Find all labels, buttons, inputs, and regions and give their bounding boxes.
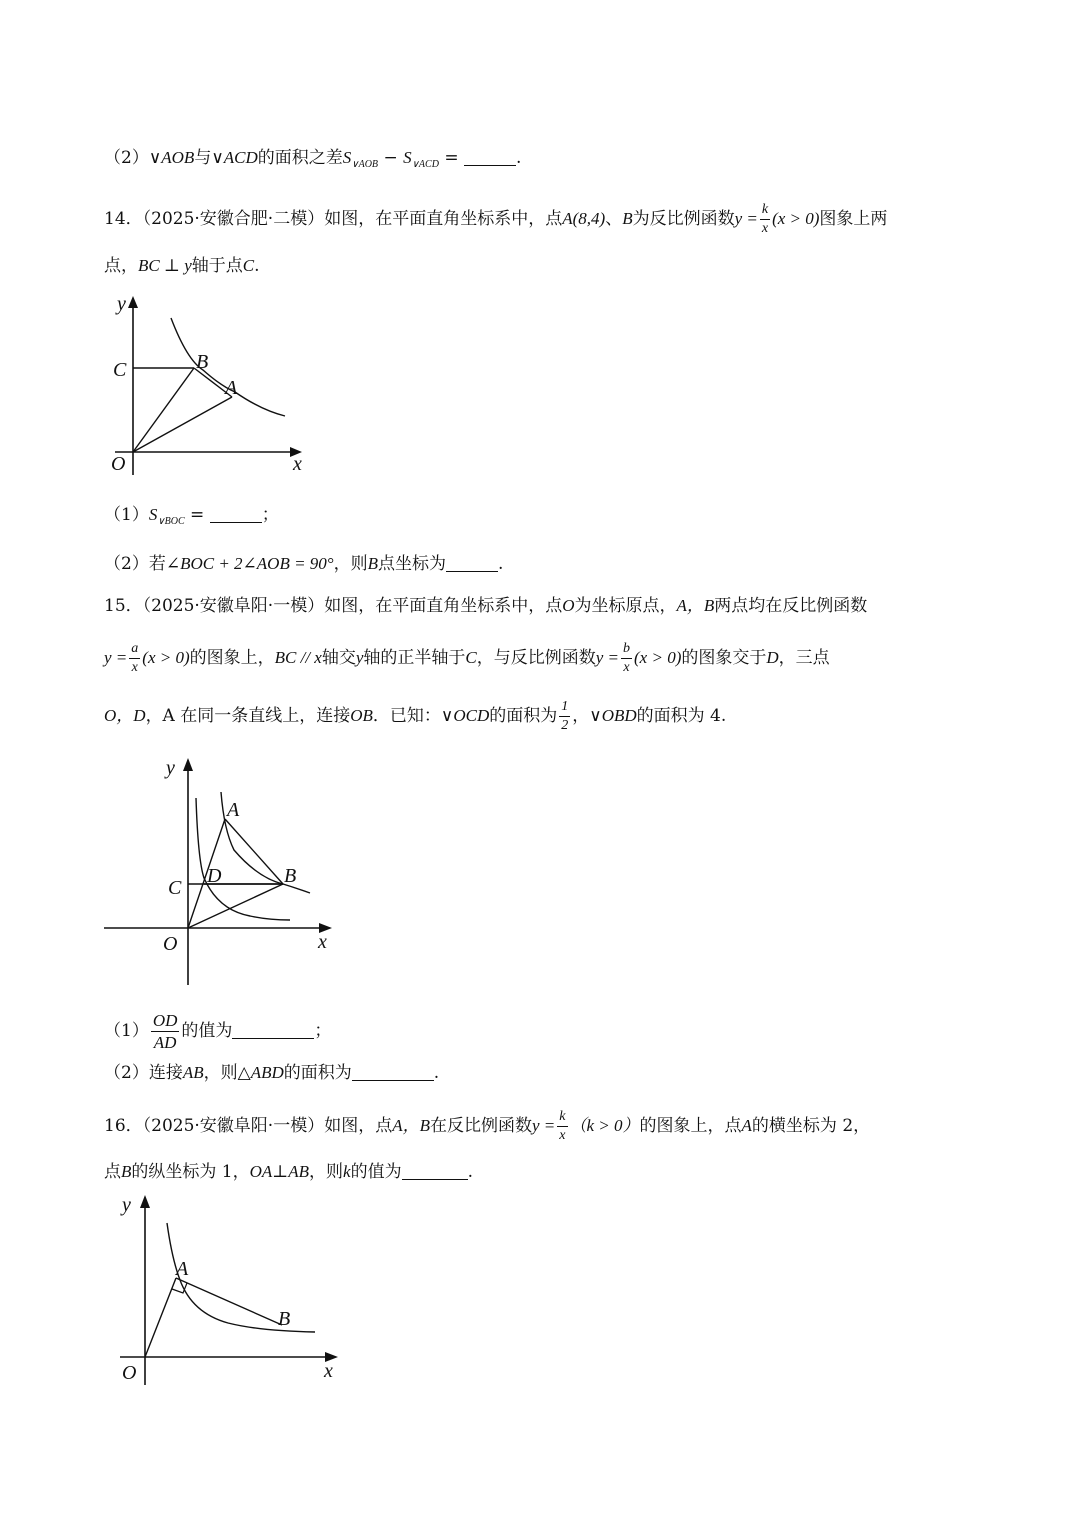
numerator: k bbox=[557, 1110, 567, 1127]
text: 的图象交于 bbox=[681, 648, 767, 668]
text: ，A 在同一条直线上，连接 bbox=[145, 706, 351, 726]
math: BC // x bbox=[274, 648, 322, 667]
math: y = bbox=[595, 648, 620, 667]
text: 为反比例函数 bbox=[632, 209, 735, 229]
text: ，三点 bbox=[778, 648, 830, 668]
q16-stem-line2 bbox=[104, 1160, 473, 1184]
label-y: y bbox=[122, 1194, 131, 1216]
math: ∨ACD bbox=[211, 148, 258, 167]
numerator: a bbox=[129, 642, 140, 659]
label-B: B bbox=[284, 865, 297, 887]
denominator: 2 bbox=[561, 718, 569, 733]
fraction bbox=[151, 1012, 180, 1051]
math: D bbox=[766, 648, 779, 667]
hyperbola-curve bbox=[167, 1223, 315, 1332]
text: 的横坐标为 2， bbox=[751, 1116, 871, 1136]
label-x: x bbox=[324, 1360, 333, 1382]
math: = bbox=[184, 505, 210, 525]
math: y = bbox=[532, 1116, 556, 1135]
q15-part2 bbox=[104, 1061, 439, 1085]
label-y: y bbox=[117, 293, 126, 315]
math: y = bbox=[734, 209, 758, 228]
math: ∨AOB bbox=[148, 148, 195, 167]
segment-AB bbox=[225, 819, 283, 884]
subscript: ∨AOB bbox=[351, 159, 379, 170]
question-number: 16． bbox=[104, 1116, 143, 1136]
text: . bbox=[433, 1063, 440, 1083]
text: 轴于点 bbox=[191, 256, 243, 276]
label-y: y bbox=[166, 757, 175, 779]
label-O: O bbox=[163, 933, 178, 955]
answer-blank[interactable] bbox=[446, 555, 498, 572]
y-arrow-icon bbox=[128, 296, 138, 308]
math: O bbox=[562, 596, 575, 615]
text: 的图象上，点 bbox=[639, 1116, 742, 1136]
math: ∠BOC + 2∠AOB = 90° bbox=[165, 554, 334, 573]
fraction bbox=[559, 700, 570, 733]
q16-stem-line1 bbox=[104, 1110, 870, 1143]
segment-OB bbox=[188, 884, 283, 928]
math: B bbox=[622, 209, 633, 228]
subscript: ∨ACD bbox=[411, 159, 439, 170]
fraction bbox=[129, 642, 140, 675]
numerator: k bbox=[760, 203, 770, 220]
denominator: x bbox=[131, 660, 138, 675]
text: . bbox=[516, 148, 522, 168]
y-arrow-icon bbox=[183, 758, 193, 771]
math: y bbox=[355, 648, 364, 667]
denominator: AD bbox=[153, 1033, 177, 1052]
q15-part1 bbox=[104, 1012, 331, 1051]
q15-figure bbox=[100, 750, 350, 995]
part-prefix: （1） bbox=[104, 1021, 149, 1041]
text: 两点均在反比例函数 bbox=[714, 596, 868, 616]
text: 、 bbox=[605, 209, 623, 229]
label-C: C bbox=[113, 359, 127, 381]
text: . bbox=[254, 256, 260, 276]
text: ，与反比例函数 bbox=[476, 648, 596, 668]
math: OA⊥AB bbox=[249, 1162, 310, 1181]
label-B: B bbox=[196, 351, 209, 373]
math: AB bbox=[182, 1063, 204, 1082]
label-C: C bbox=[168, 877, 182, 899]
numerator: b bbox=[621, 642, 632, 659]
text: 轴交 bbox=[321, 648, 356, 668]
math: （k > 0） bbox=[569, 1116, 640, 1135]
math: A(8,4) bbox=[562, 209, 606, 228]
text: ； bbox=[314, 1021, 332, 1041]
math: (x > 0) bbox=[772, 209, 820, 228]
label-A: A bbox=[176, 1258, 189, 1280]
label-D: D bbox=[207, 865, 222, 887]
label-x: x bbox=[318, 931, 327, 953]
math: S bbox=[403, 148, 412, 167]
math: y = bbox=[104, 648, 128, 667]
q15-stem-line1 bbox=[104, 594, 867, 618]
answer-blank[interactable] bbox=[402, 1163, 468, 1180]
math: A bbox=[741, 1116, 752, 1135]
text: 如图，在平面直角坐标系中，点 bbox=[324, 596, 563, 616]
text: 在反比例函数 bbox=[430, 1116, 532, 1136]
math: C bbox=[465, 648, 477, 667]
question-source: （2025·安徽阜阳·一模） bbox=[142, 596, 325, 616]
numerator: OD bbox=[152, 1011, 178, 1030]
fraction bbox=[557, 1110, 567, 1143]
answer-blank[interactable] bbox=[232, 1022, 314, 1039]
label-O: O bbox=[111, 453, 126, 475]
text: 如图，在平面直角坐标系中，点 bbox=[324, 209, 563, 229]
text: ， bbox=[572, 706, 590, 726]
text: ，则 bbox=[333, 554, 368, 574]
text: 的值为 bbox=[350, 1162, 402, 1182]
subscript: ∨BOC bbox=[157, 516, 185, 527]
answer-blank[interactable] bbox=[210, 506, 262, 523]
text: 的面积之差 bbox=[257, 148, 343, 168]
text: 的值为 bbox=[181, 1021, 233, 1041]
math: S bbox=[342, 148, 352, 167]
math: C bbox=[242, 256, 255, 275]
hyperbola-curve bbox=[171, 318, 285, 416]
q14-part2 bbox=[104, 552, 503, 576]
math: ABD bbox=[250, 1063, 284, 1082]
question-number: 15． bbox=[104, 596, 143, 616]
math: OB bbox=[350, 706, 373, 725]
part-prefix: （1） bbox=[104, 505, 149, 525]
denominator: x bbox=[623, 660, 630, 675]
text: 点 bbox=[104, 1162, 121, 1182]
math: BC ⊥ y bbox=[138, 256, 192, 275]
text: 点坐标为 bbox=[378, 554, 446, 574]
math: S bbox=[148, 505, 158, 524]
q14-figure bbox=[95, 290, 325, 490]
part-prefix: （2）连接 bbox=[104, 1063, 183, 1083]
text: 的面积为 bbox=[283, 1063, 352, 1083]
text: 轴的正半轴于 bbox=[363, 648, 466, 668]
label-A: A bbox=[227, 799, 240, 821]
q14-stem-line1 bbox=[104, 203, 887, 236]
question-source: （2025·安徽阜阳·一模） bbox=[142, 1116, 325, 1136]
question-source: （2025·安徽合肥·二模） bbox=[142, 209, 325, 229]
y-arrow-icon bbox=[140, 1195, 150, 1208]
text: 的面积为 4. bbox=[636, 706, 727, 726]
text: 点， bbox=[104, 256, 138, 276]
text: 的面积为 bbox=[489, 706, 558, 726]
text: . bbox=[498, 554, 504, 574]
denominator: x bbox=[559, 1128, 566, 1143]
label-x: x bbox=[293, 453, 302, 475]
answer-blank[interactable] bbox=[352, 1064, 434, 1081]
q14-part1 bbox=[104, 503, 279, 534]
segment-OA bbox=[133, 397, 232, 452]
fraction bbox=[760, 203, 770, 236]
label-B: B bbox=[278, 1308, 291, 1330]
text: ，则 bbox=[309, 1162, 344, 1182]
q14-stem-line2 bbox=[104, 254, 260, 278]
part-prefix: （2）若 bbox=[104, 554, 166, 574]
part-prefix: （2） bbox=[104, 148, 149, 168]
math: B bbox=[367, 554, 378, 573]
segment-OA bbox=[145, 1278, 176, 1357]
text: 与 bbox=[194, 148, 212, 168]
text: ，则△ bbox=[203, 1063, 251, 1083]
q15-stem-line2 bbox=[104, 642, 830, 675]
math: − bbox=[378, 148, 404, 168]
math: B bbox=[121, 1162, 132, 1181]
q15-stem-line3 bbox=[104, 700, 726, 733]
math: (x > 0) bbox=[142, 648, 190, 667]
text: 的图象上， bbox=[189, 648, 275, 668]
text: ．已知： bbox=[372, 706, 441, 726]
math: O，D bbox=[104, 706, 146, 725]
label-O: O bbox=[122, 1362, 137, 1384]
math: = bbox=[438, 148, 464, 168]
numerator: 1 bbox=[559, 700, 570, 717]
math: A，B bbox=[676, 596, 715, 615]
math: ∨OBD bbox=[589, 706, 637, 725]
text: 的纵坐标为 1， bbox=[131, 1162, 250, 1182]
math: k bbox=[343, 1162, 351, 1181]
fraction bbox=[621, 642, 632, 675]
text: 如图，点 bbox=[324, 1116, 393, 1136]
math: ∨OCD bbox=[440, 706, 490, 725]
denominator: x bbox=[761, 221, 769, 236]
math: (x > 0) bbox=[634, 648, 682, 667]
math: A，B bbox=[392, 1116, 430, 1135]
q16-figure bbox=[100, 1185, 350, 1395]
text: . bbox=[467, 1162, 473, 1182]
text: 图象上两 bbox=[819, 209, 888, 229]
text: 为坐标原点， bbox=[574, 596, 677, 616]
segment-OB bbox=[133, 368, 194, 452]
label-A: A bbox=[225, 377, 238, 399]
answer-blank[interactable] bbox=[464, 149, 516, 166]
text: ； bbox=[261, 505, 279, 525]
question-number: 14． bbox=[104, 209, 143, 229]
q13-part2 bbox=[104, 146, 521, 177]
